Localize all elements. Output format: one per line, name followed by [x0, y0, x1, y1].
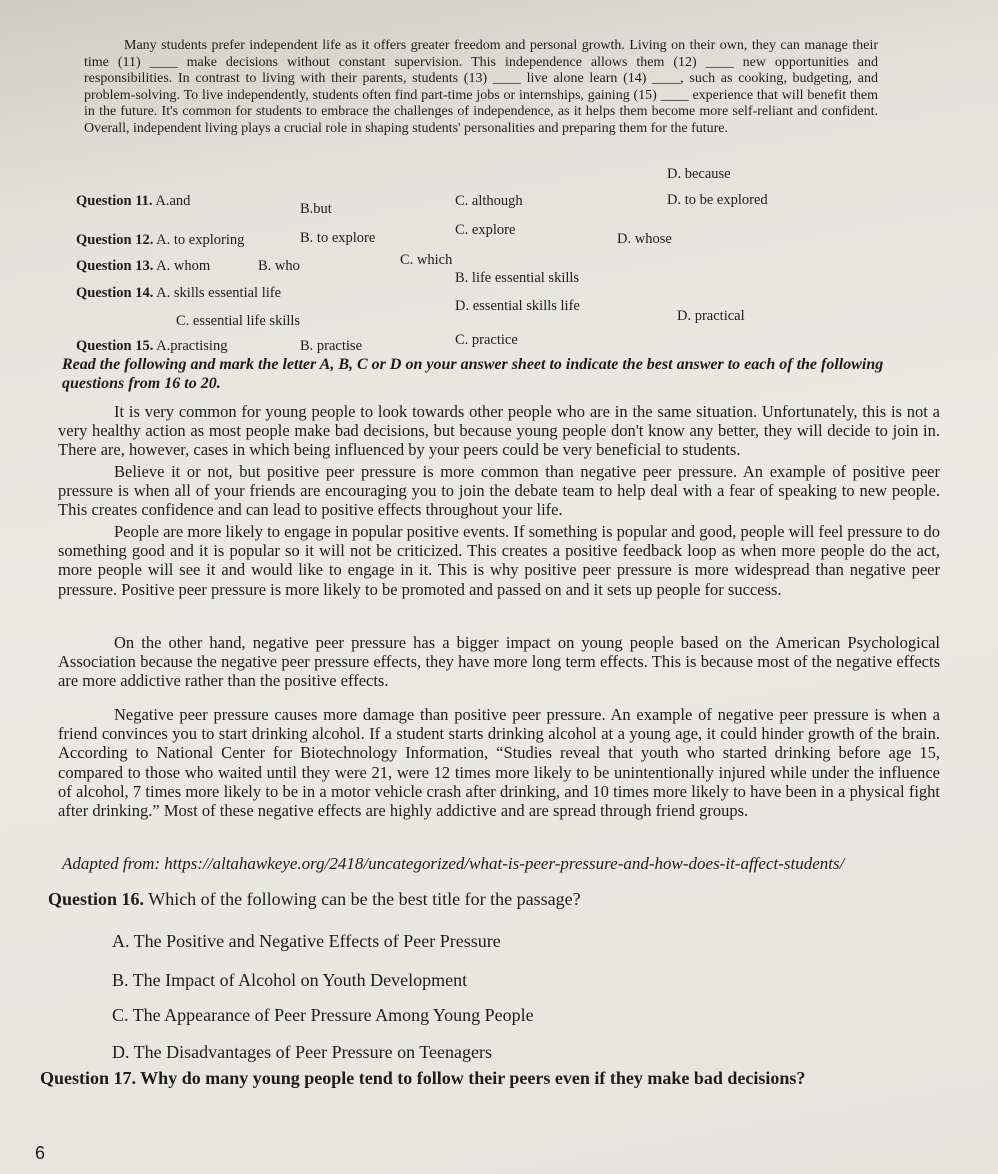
q12-option-d[interactable]: D. to be explored — [667, 192, 768, 208]
q13-option-b[interactable]: B. who — [258, 258, 300, 274]
q15-option-c[interactable]: C. practice — [455, 332, 518, 348]
q16-label: Question 16. — [48, 889, 145, 909]
reading-passage-p2 — [58, 462, 940, 520]
question-14: Question 14. A. skills essential life — [76, 285, 282, 301]
q16-option-a[interactable]: A. The Positive and Negative Effects of Peer Pressure — [112, 931, 501, 951]
q11-option-d[interactable]: D. because — [667, 166, 731, 182]
q16-option-b[interactable]: B. The Impact of Alcohol on Youth Development — [112, 970, 468, 990]
q13-option-d[interactable]: D. whose — [617, 231, 672, 247]
question-15: Question 15. A.practising — [76, 338, 228, 354]
reading-passage-p4 — [58, 633, 940, 691]
q16-option-d[interactable]: D. The Disadvantages of Peer Pressure on Teenagers — [112, 1042, 492, 1062]
question-12: Question 12. A. to exploring — [76, 232, 245, 248]
q14-option-d[interactable]: D. essential skills life — [455, 298, 580, 314]
q12-option-a[interactable]: A. to exploring — [156, 232, 245, 248]
q14-option-b[interactable]: B. life essential skills — [455, 270, 580, 286]
cloze-passage-text: Many students prefer independent life as it offers greater freedom and personal growth. Living on their own, they can manage their time (11) ____ make decisions without constant supervision. This independence allows them (12) ____ new opportunities and responsibilities. In contrast to living with their parents, students (13) ____ live alone learn (14) ____, such as cooking, budgeting, and problem-solving. To live independently, students often find part-time jobs or internships, gaining (15) ____ experience that will benefit them in the future. It's common for students to embrace the challenges of independence, as it helps them become more self-reliant and confident. Overall, independent living plays a crucial role in shaping students' personalities and preparing them for the future. — [84, 38, 878, 136]
question-17: Question 17. Why do many young people tend to follow their peers even if they make bad decisions? — [40, 1068, 806, 1088]
reading-passage-p5 — [58, 705, 940, 820]
reading-passage — [58, 402, 940, 460]
q11-option-c[interactable]: C. although — [455, 193, 523, 209]
passage-paragraph-4: On the other hand, negative peer pressure has a bigger impact on young people based on the American Psychological Association because the negative peer pressure effects, they have more long term effects. This is because most of the negative effects are more addictive rather than the positive effects. — [58, 633, 940, 691]
question-16 — [48, 889, 581, 910]
reading-instruction: Read the following and mark the letter A, B, C or D on your answer sheet to indicate the best answer to each of the following questions from 16 to 20. — [62, 356, 884, 392]
passage-paragraph-1: It is very common for young people to look towards other people who are in the same situation. Unfortunately, this is not a very healthy action as most people make bad decisions, but because young people don't know any better, they will decide to join in. There are, however, cases in which being influenced by your peers could be very beneficial to students. — [58, 402, 940, 460]
q13-option-c[interactable]: C. which — [400, 252, 453, 268]
passage-paragraph-3: People are more likely to engage in popular positive events. If something is popular and good, people will feel pressure to do something good and it is popular so it will not be criticized. This creates a positive feedback loop as when more people do the act, more people will see it and would like to engage in it. This is why positive peer pressure is more widespread than negative peer pressure. Positive peer pressure is more likely to be promoted and passed on and it sets up people for success. — [58, 522, 940, 599]
reading-passage-p3 — [58, 522, 940, 599]
passage-paragraph-2: Believe it or not, but positive peer pressure is more common than negative peer pressure. An example of positive peer pressure is when all of your friends are encouraging you to join the debate team to help deal with a fear of speaking to new people. This creates confidence and can lead to positive effects throughout your life. — [58, 462, 940, 520]
q14-option-a[interactable]: A. skills essential life — [156, 285, 282, 301]
question-11: Question 11. A.and — [76, 193, 191, 209]
q15-option-d[interactable]: D. practical — [677, 308, 745, 324]
q11-option-b[interactable]: B.but — [300, 201, 332, 217]
q15-option-b[interactable]: B. practise — [300, 338, 363, 354]
q13-option-a[interactable]: A. whom — [156, 258, 211, 274]
page-number: 6 — [35, 1143, 46, 1163]
passage-source: Adapted from: https://altahawkeye.org/2418/uncategorized/what-is-peer-pressure-and-how-does-it-affect-students/ — [62, 854, 845, 873]
q16-option-c[interactable]: C. The Appearance of Peer Pressure Among Young People — [112, 1005, 534, 1025]
question-13: Question 13. A. whom — [76, 258, 211, 274]
q12-option-c[interactable]: C. explore — [455, 222, 516, 238]
q15-option-a[interactable]: A.practising — [156, 338, 228, 354]
q16-stem: Which of the following can be the best title for the passage? — [148, 889, 581, 909]
q12-option-b[interactable]: B. to explore — [300, 230, 376, 246]
cloze-passage — [84, 38, 878, 137]
q11-option-a[interactable]: A.and — [155, 193, 191, 209]
q14-option-c[interactable]: C. essential life skills — [176, 313, 301, 329]
passage-paragraph-5: Negative peer pressure causes more damage than positive peer pressure. An example of negative peer pressure is when a friend convinces you to start drinking alcohol. If a student starts drinking alcohol at a young age, it could hinder growth of the brain. According to National Center for Biotechnology Information, “Studies reveal that youth who started drinking before age 15, compared to those who waited until they were 21, were 12 times more likely to be unintentionally injured while under the influence of alcohol, 7 times more likely to be in a motor vehicle crash after drinking, and 10 times more likely to have been in a physical fight after drinking.” Most of these negative effects are highly addictive and are spread through friend groups. — [58, 705, 940, 821]
